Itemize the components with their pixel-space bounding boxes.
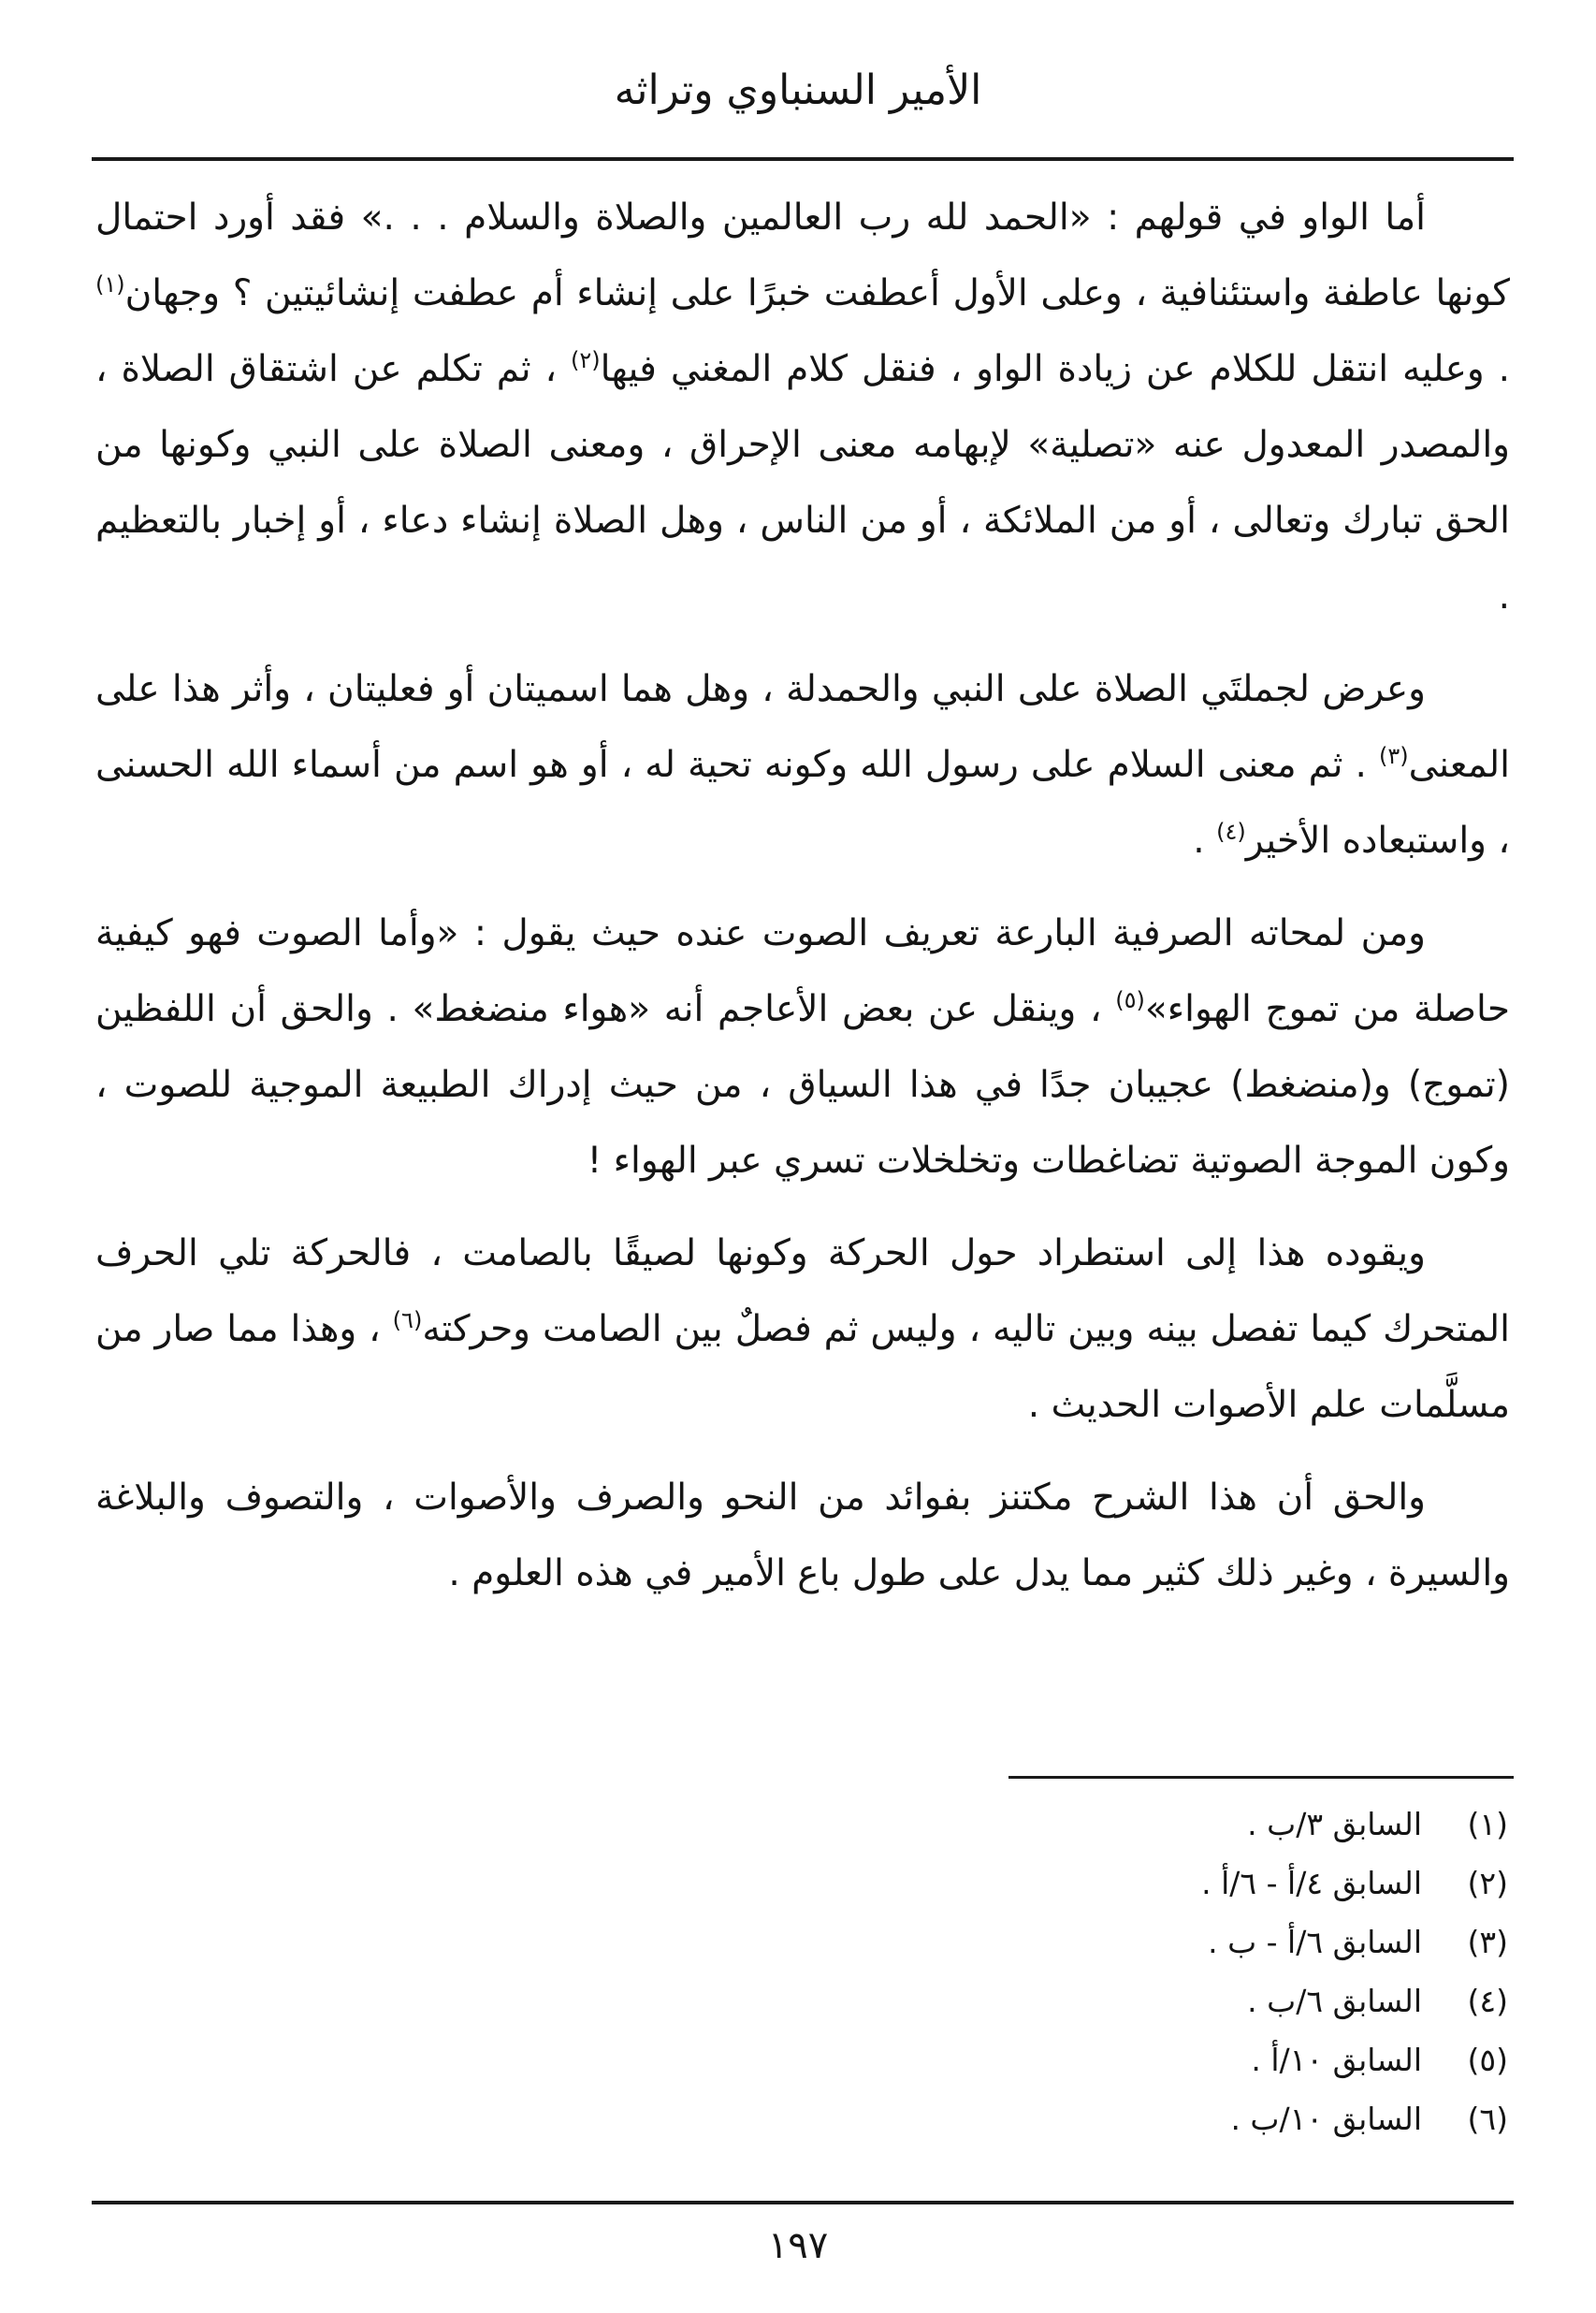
footnote-ref-2: (٢) xyxy=(571,347,601,373)
paragraph-2-text-a: وعرض لجملتَي الصلاة على النبي والحمدلة ، وهل هما اسميتان أو فعليتان ، وأثر هذا على المعنى xyxy=(95,668,1510,786)
footnote-ref-1: (١) xyxy=(95,271,125,298)
footnote-number: (٢) xyxy=(1467,1865,1508,1901)
footnote-number: (٤) xyxy=(1467,1983,1508,2019)
paragraph-5 xyxy=(95,1460,1510,1611)
paragraph-4-text-a: ويقوده هذا إلى استطراد حول الحركة وكونها لصيقًا بالصامت ، فالحركة تلي الحرف المتحرك كيما تفصل بينه وبين تاليه ، وليس ثم فصلٌ بين الصامت وحركته xyxy=(95,1232,1510,1350)
footnote-item xyxy=(928,2030,1508,2089)
footnote-text: السابق ١٠/ب . xyxy=(1230,2101,1422,2137)
footnote-item xyxy=(928,1795,1508,1854)
footnote-item xyxy=(928,1971,1508,2030)
paragraph-2-text-c: . xyxy=(1193,820,1205,862)
body-text xyxy=(95,180,1510,1628)
paragraph-4 xyxy=(95,1215,1510,1443)
paragraph-1-text-c: ، ثم تكلم عن اشتقاق الصلاة ، والمصدر المعدول عنه «تصلية» لإبهامه معنى الإحراق ، ومعنى الصلاة على النبي وكونها من الحق تبارك وتعالى ، أو من الملائكة ، أو من الناس ، وهل الصلاة إنشاء دعاء ، أو إخبار بالتعظيم . xyxy=(95,348,1510,618)
footnote-text: السابق ٦/ب . xyxy=(1247,1983,1422,2019)
paragraph-2-text-b: . ثم معنى السلام على رسول الله وكونه تحية له ، أو هو اسم من أسماء الله الحسنى ، واستبعاده الأخير xyxy=(95,744,1510,862)
paragraph-4-text-b: ، وهذا مما صار من مسلَّمات علم الأصوات الحديث . xyxy=(95,1308,1510,1426)
footnote-number: (٥) xyxy=(1467,2042,1508,2078)
footnote-text: السابق ٤/أ - ٦/أ . xyxy=(1201,1865,1422,1901)
header-divider xyxy=(92,157,1514,161)
footnote-number: (٦) xyxy=(1467,2101,1508,2137)
footnote-ref-6: (٦) xyxy=(392,1307,423,1333)
footnote-item xyxy=(928,2089,1508,2148)
paragraph-2 xyxy=(95,651,1510,879)
paragraph-3 xyxy=(95,895,1510,1199)
footnote-text: السابق ٣/ب . xyxy=(1247,1806,1422,1842)
paragraph-5-text: والحق أن هذا الشرح مكتنز بفوائد من النحو والصرف والأصوات ، والتصوف والبلاغة والسيرة ، وغير ذلك كثير مما يدل على طول باع الأمير في هذه العلوم . xyxy=(95,1477,1510,1594)
page-number: ١٩٧ xyxy=(767,2224,829,2267)
paragraph-1-text-b: . وعليه انتقل للكلام عن زيادة الواو ، فنقل كلام المغني فيها xyxy=(600,348,1510,390)
footnotes-divider xyxy=(1008,1776,1514,1779)
footer-divider xyxy=(92,2201,1514,2204)
running-header-title: الأمير السنباوي وتراثه xyxy=(614,66,982,114)
paragraph-1 xyxy=(95,180,1510,634)
paragraph-3-text-a: ومن لمحاته الصرفية البارعة تعريف الصوت عنده حيث يقول : «وأما الصوت فهو كيفية حاصلة من تموج الهواء» xyxy=(95,912,1510,1030)
footnote-ref-3: (٣) xyxy=(1378,743,1409,769)
paragraph-3-text-b: ، وينقل عن بعض الأعاجم أنه «هواء منضغط» . والحق أن اللفظين (تموج) و(منضغط) عجيبان جدًا في هذا السياق ، من حيث إدراك الطبيعة الموجية للصوت ، وكون الموجة الصوتية تضاغطات وتخلخلات تسري عبر الهواء ! xyxy=(95,988,1510,1182)
footnote-text: السابق ١٠/أ . xyxy=(1251,2042,1422,2078)
footnote-item xyxy=(928,1854,1508,1913)
footnotes-list xyxy=(928,1795,1508,2148)
footnote-number: (١) xyxy=(1467,1806,1508,1842)
footnote-number: (٣) xyxy=(1467,1924,1508,1960)
footnote-ref-5: (٥) xyxy=(1115,987,1145,1013)
paragraph-1-text-a: أما الواو في قولهم : «الحمد لله رب العالمين والصلاة والسلام . . .» فقد أورد احتمال كونها عاطفة واستئنافية ، وعلى الأول أعطفت خبرًا على إنشاء أم عطفت إنشائيتين ؟ وجهان xyxy=(95,196,1510,314)
footnote-text: السابق ٦/أ - ب . xyxy=(1208,1924,1422,1960)
footnote-item xyxy=(928,1913,1508,1971)
footnote-ref-4: (٤) xyxy=(1216,819,1246,845)
